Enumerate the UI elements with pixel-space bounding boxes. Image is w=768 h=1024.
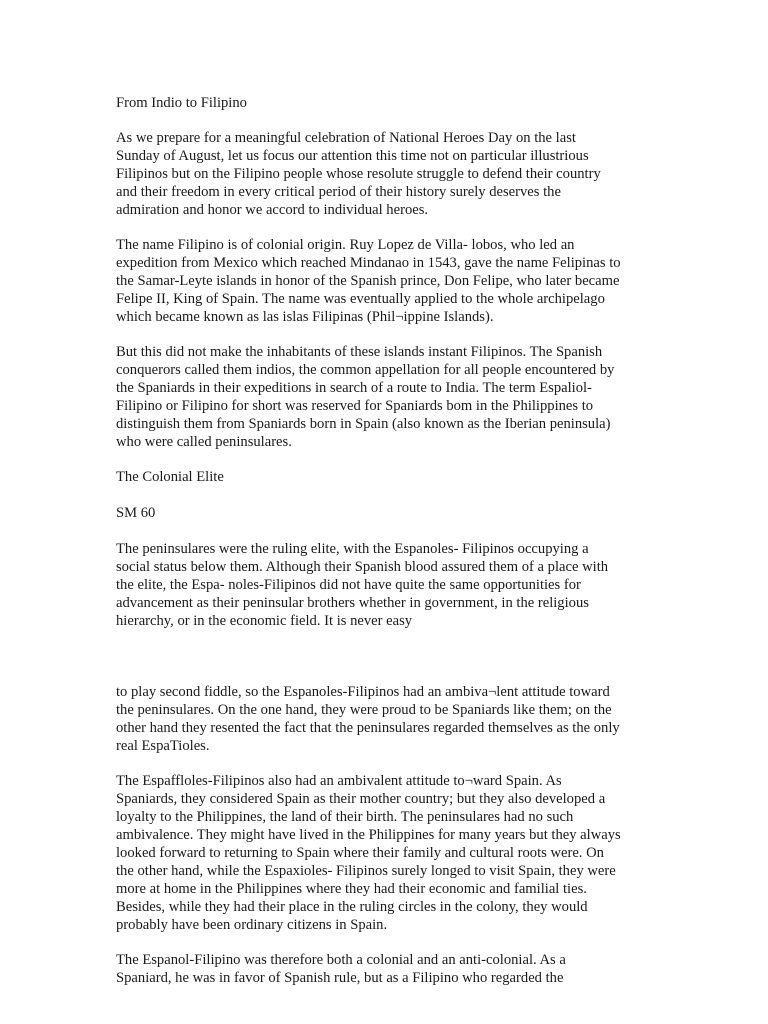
text-line: loyalty to the Philippines, the land of their birth. The peninsulares had no such — [116, 809, 574, 825]
page-marker — [116, 504, 661, 522]
text-line: Spaniards, they considered Spain as their mother country; but they also developed a — [116, 791, 606, 807]
text-line: hierarchy, or in the economic field. It is never easy — [116, 613, 413, 629]
text-line: real EspaTioles. — [116, 738, 210, 754]
text-line: more at home in the Philippines where they had their economic and familial ties. — [116, 881, 587, 897]
text-line: As we prepare for a meaningful celebration of National Heroes Day on the last — [116, 130, 576, 146]
text-line: ambivalence. They might have lived in the Philippines for many years but they always — [116, 827, 621, 843]
text-line: expedition from Mexico which reached Mindanao in 1543, gave the name Felipinas to — [116, 255, 621, 271]
text-line: the peninsulares. On the one hand, they were proud to be Spaniards like them; on the — [116, 702, 612, 718]
paragraph-7 — [116, 951, 661, 987]
text-line: social status below them. Although their Spanish blood assured them of a place with — [116, 559, 609, 575]
text-line: admiration and honor we accord to individual heroes. — [116, 202, 429, 218]
text-line: probably have been ordinary citizens in Spain. — [116, 917, 388, 933]
title-text: From Indio to Filipino — [116, 95, 247, 111]
text-line: who were called peninsulares. — [116, 434, 292, 450]
text-line: The peninsulares were the ruling elite, with the Espanoles- Filipinos occupying a — [116, 541, 589, 557]
text-line: the other hand, while the Espaxioles- Filipinos surely longed to visit Spain, they were — [116, 863, 616, 879]
text-line: and their freedom in every critical period of their history surely deserves the — [116, 184, 561, 200]
text-line: The Espanol-Filipino was therefore both a colonial and an anti-colonial. As a — [116, 952, 566, 968]
page-marker-text: SM 60 — [116, 505, 156, 521]
text-line: the elite, the Espa- noles-Filipinos did not have quite the same opportunities for — [116, 577, 581, 593]
text-line: which became known as las islas Filipinas (Phil¬ippine Islands). — [116, 309, 494, 325]
paragraph-4 — [116, 540, 661, 630]
text-line: Spaniard, he was in favor of Spanish rule, but as a Filipino who regarded the — [116, 970, 564, 986]
text-line: looked forward to returning to Spain where their family and cultural roots were. On — [116, 845, 604, 861]
paragraph-2 — [116, 236, 661, 326]
text-line: distinguish them from Spaniards born in Spain (also known as the Iberian peninsula) — [116, 416, 611, 432]
paragraph-3 — [116, 343, 661, 451]
text-line: to play second fiddle, so the Espanoles-Filipinos had an ambiva¬lent attitude toward — [116, 684, 610, 700]
text-line: advancement as their peninsular brothers whether in government, in the religious — [116, 595, 589, 611]
document-title — [116, 94, 661, 112]
text-line: Sunday of August, let us focus our attention this time not on particular illustrious — [116, 148, 589, 164]
text-line: Filipino or Filipino for short was reserved for Spaniards bom in the Philippines to — [116, 398, 594, 414]
text-line: The name Filipino is of colonial origin. Ruy Lopez de Villa- lobos, who led an — [116, 237, 575, 253]
paragraph-5 — [116, 683, 661, 755]
paragraph-6 — [116, 772, 661, 934]
text-line: conquerors called them indios, the common appellation for all people encountered by — [116, 362, 615, 378]
text-line: Besides, while they had their place in the ruling circles in the colony, they would — [116, 899, 588, 915]
paragraph-1 — [116, 129, 661, 219]
text-line: But this did not make the inhabitants of these islands instant Filipinos. The Spanish — [116, 344, 603, 360]
section-heading-text: The Colonial Elite — [116, 469, 224, 485]
text-line: other hand they resented the fact that the peninsulares regarded themselves as the only — [116, 720, 620, 736]
text-line: the Samar-Leyte islands in honor of the Spanish prince, Don Felipe, who later became — [116, 273, 620, 289]
text-line: The Espaffloles-Filipinos also had an ambivalent attitude to¬ward Spain. As — [116, 773, 562, 789]
text-line: Filipinos but on the Filipino people whose resolute struggle to defend their country — [116, 166, 601, 182]
section-heading — [116, 468, 661, 486]
text-line: the Spaniards in their expeditions in search of a route to India. The term Espaliol- — [116, 380, 592, 396]
text-line: Felipe II, King of Spain. The name was eventually applied to the whole archipelago — [116, 291, 605, 307]
